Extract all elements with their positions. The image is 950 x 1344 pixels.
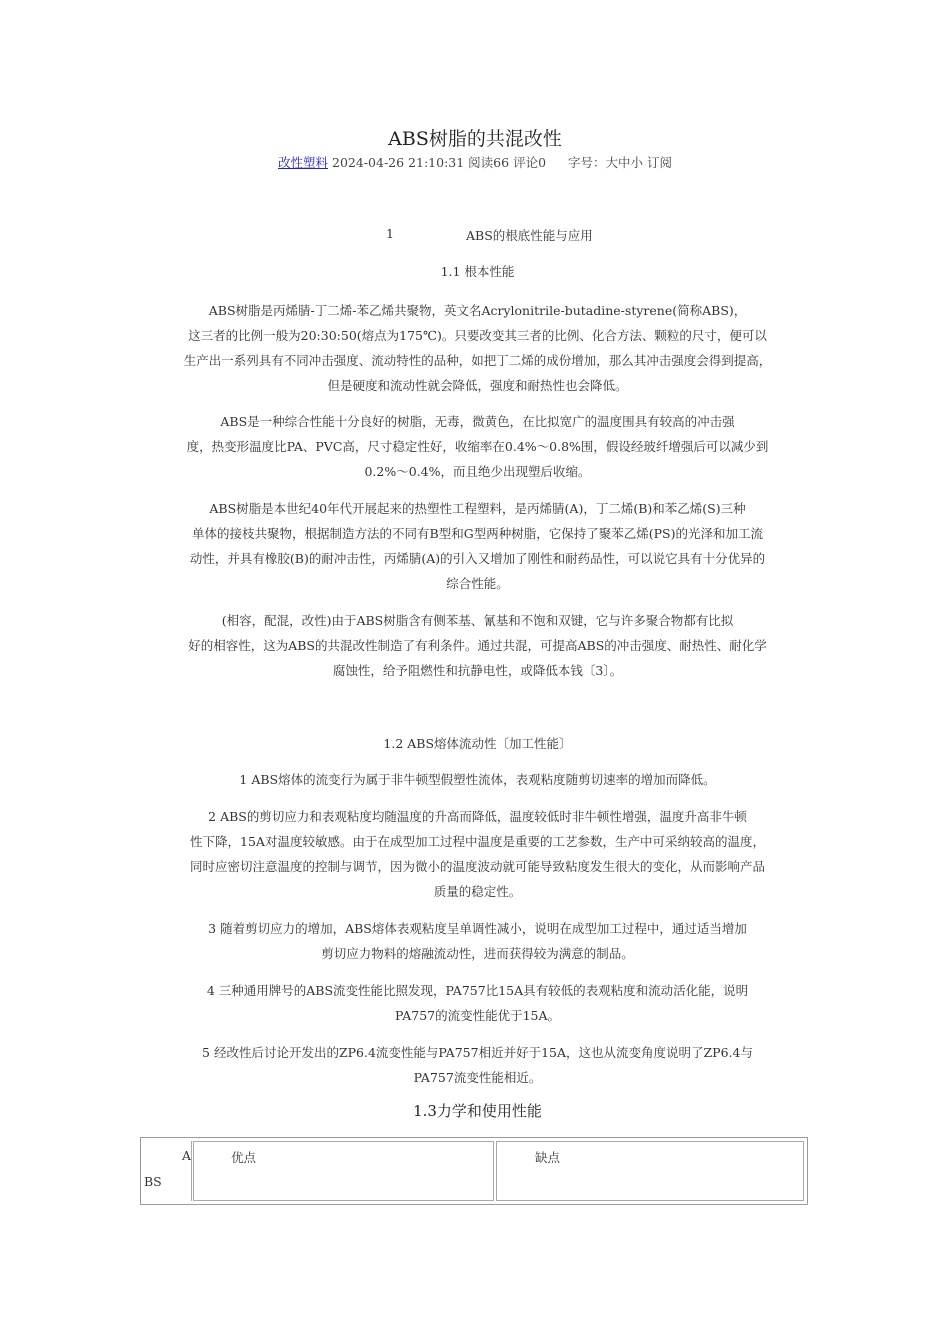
list-item: 质量的稳定性。 xyxy=(433,884,522,899)
paragraph-line: ABS树脂是丙烯腈-丁二烯-苯乙烯共聚物，英文名Acrylonitrile-butadine-styrene(简称ABS)， xyxy=(208,303,747,318)
list-item: 4 三种通用牌号的ABS流变性能比照发现，PA757比15A具有较低的表观粘度和流动活化能，说明 xyxy=(206,983,749,998)
paragraph-line: ABS是一种综合性能十分良好的树脂，无毒，微黄色，在比拟宽广的温度围具有较高的冲击强 xyxy=(220,414,735,429)
font-size-selector[interactable]: 字号：大中小 xyxy=(567,155,643,170)
table-header-text: BS xyxy=(144,1174,162,1189)
list-item: PA757流变性能相近。 xyxy=(413,1070,542,1085)
paragraph-line: 度，热变形温度比PA、PVC高，尺寸稳定性好，收缩率在0.4%～0.8%围，假设经玻纤增强后可以减少到 xyxy=(186,439,769,454)
comment-count: 评论0 xyxy=(513,155,547,170)
properties-table xyxy=(140,1137,808,1205)
section-number: 1 xyxy=(386,226,394,241)
paragraph-line: 0.2%～0.4%，而且绝少出现塑后收缩。 xyxy=(364,464,591,479)
article-meta xyxy=(0,153,950,171)
table-header-cell xyxy=(496,1141,804,1201)
list-item: 2 ABS的剪切应力和表观粘度均随温度的升高而降低，温度较低时非牛顿性增强，温度升高非牛顿 xyxy=(208,809,747,824)
page-title: ABS树脂的共混改性 xyxy=(388,128,562,150)
list-item: 3 随着剪切应力的增加，ABS熔体表观粘度呈单调性减小，说明在成型加工过程中，通过适当增加 xyxy=(208,921,747,936)
list-item: 5 经改性后讨论开发出的ZP6.4流变性能与PA757相近并好于15A，这也从流变角度说明了ZP6.4与 xyxy=(202,1045,753,1060)
paragraph-line: 好的相容性，这为ABS的共混改性制造了有利条件。通过共混，可提高ABS的冲击强度、耐热性、耐化学 xyxy=(188,638,767,653)
section-heading: ABS的根底性能与应用 xyxy=(466,228,593,243)
table-header-text: 优点 xyxy=(231,1150,257,1165)
paragraph-line: (相容，配混，改性)由于ABS树脂含有侧苯基、氰基和不饱和双键，它与许多聚合物都有比拟 xyxy=(221,613,734,628)
subsection-heading: 1.3力学和使用性能 xyxy=(413,1102,542,1120)
paragraph-line: 生产出一系列具有不同冲击强度、流动特性的品种，如把丁二烯的成份增加，那么其冲击强度会得到提高， xyxy=(183,353,772,368)
table-header-cell xyxy=(144,1141,192,1201)
subscribe-link[interactable]: 订阅 xyxy=(646,155,672,170)
post-datetime: 2024-04-26 21:10:31 xyxy=(332,155,465,170)
list-item: 剪切应力物料的熔融流动性，进而获得较为满意的制品。 xyxy=(321,946,634,961)
table-header-cell xyxy=(193,1141,494,1201)
read-count: 阅读66 xyxy=(468,155,510,170)
paragraph-line: 动性，并具有橡胶(B)的耐冲击性，丙烯腈(A)的引入又增加了刚性和耐药品性，可以说它具有十分优异的 xyxy=(189,551,766,566)
paragraph-line: 腐蚀性，给予阻燃性和抗静电性，或降低本钱〔3〕。 xyxy=(332,663,623,678)
list-item: PA757的流变性能优于15A。 xyxy=(394,1008,561,1023)
category-link[interactable]: 改性塑料 xyxy=(278,155,329,170)
subsection-heading: 1.1 根本性能 xyxy=(440,264,515,279)
subsection-heading: 1.2 ABS熔体流动性〔加工性能〕 xyxy=(383,736,572,751)
list-item: 性下降，15A对温度较敏感。由于在成型加工过程中温度是重要的工艺参数，生产中可采纳较高的温度， xyxy=(190,834,765,849)
list-item: 1 ABS熔体的流变行为属于非牛顿型假塑性流体，表观粘度随剪切速率的增加而降低。 xyxy=(239,772,716,787)
paragraph-line: 这三者的比例一般为20:30:50(熔点为175℃)。只要改变其三者的比例、化合方法、颗粒的尺寸，便可以 xyxy=(188,328,767,343)
table-header-text: A xyxy=(182,1148,192,1163)
paragraph-line: 但是硬度和流动性就会降低，强度和耐热性也会降低。 xyxy=(327,378,628,393)
table-header-text: 缺点 xyxy=(535,1150,561,1165)
paragraph-line: ABS树脂是本世纪40年代开展起来的热塑性工程塑料，是丙烯腈(A)，丁二烯(B)和苯乙烯(S)三种 xyxy=(209,501,746,516)
paragraph-line: 综合性能。 xyxy=(446,576,509,591)
paragraph-line: 单体的接枝共聚物，根据制造方法的不同有B型和G型两种树脂，它保持了聚苯乙烯(PS)的光泽和加工流 xyxy=(192,526,763,541)
list-item: 同时应密切注意温度的控制与调节，因为微小的温度波动就可能导致粘度发生很大的变化，从而影响产品 xyxy=(189,859,765,874)
